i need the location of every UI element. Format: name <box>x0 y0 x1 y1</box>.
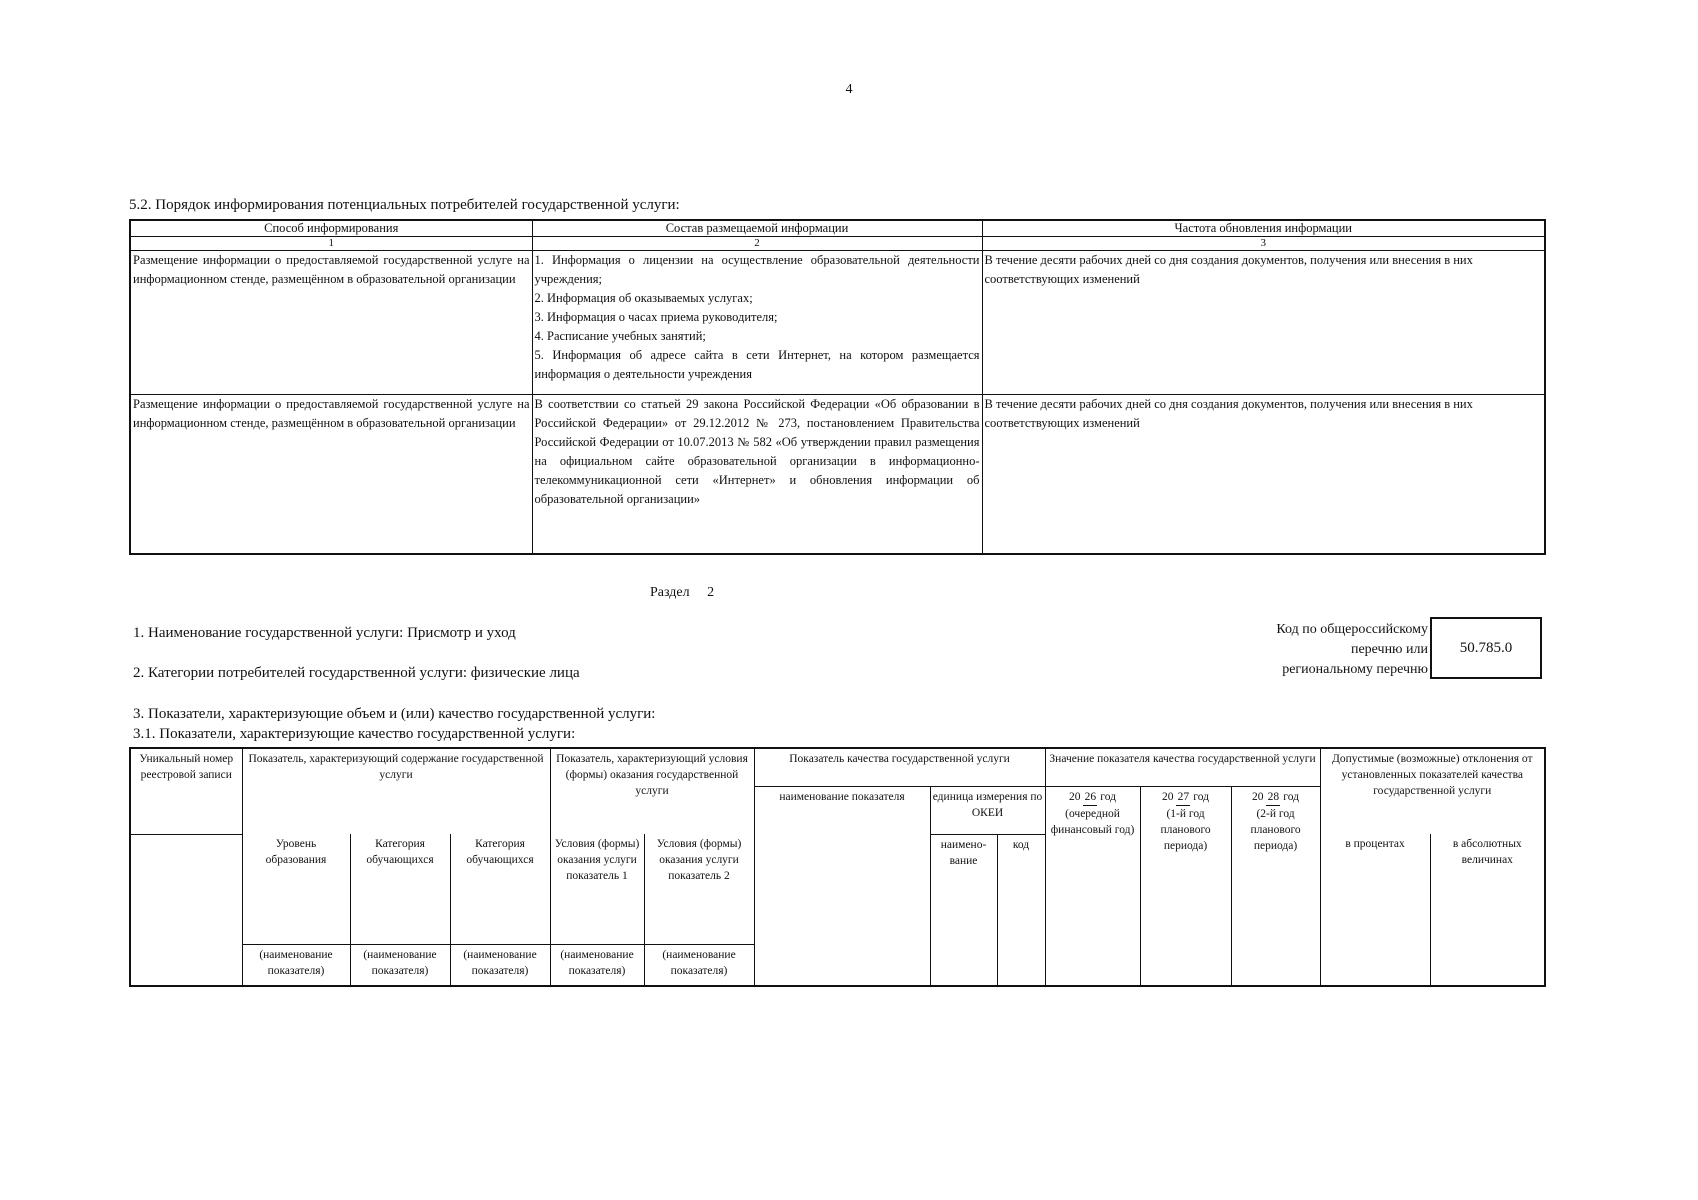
unit-name-header: наимено-вание <box>930 834 997 986</box>
sub-name-label: (наименование показателя) <box>363 948 437 977</box>
percent-header: в процентах <box>1320 834 1430 986</box>
year-prefix: 20 <box>1069 790 1081 803</box>
level-label: Уровень образования <box>265 838 327 866</box>
year-plan1-header <box>1140 786 1231 986</box>
col-number-2: 2 <box>532 237 982 251</box>
razdel-heading: Раздел 2 <box>650 585 715 600</box>
value-header: Значение показателя качества государственной услуги <box>1045 748 1320 786</box>
year-suffix: год <box>1283 790 1299 803</box>
code-label-line: Код по общероссийскому <box>1276 622 1428 637</box>
row1-content <box>532 251 982 395</box>
year-note: (2-й год планового периода) <box>1250 807 1301 852</box>
quality-indicators-table <box>129 747 1546 987</box>
sub-name-cell <box>550 944 644 986</box>
service-name: 1. Наименование государственной услуги: Присмотр и уход <box>133 625 516 641</box>
header-frequency: Частота обновления информации <box>982 220 1545 237</box>
row1-content-item: 2. Информация об оказываемых услугах; <box>534 291 753 305</box>
category1-label: Категория обучающихся <box>366 838 434 866</box>
category2-header <box>450 834 550 944</box>
informing-table <box>129 219 1546 555</box>
row1-content-item: 3. Информация о часах приема руководителя; <box>534 310 778 324</box>
sub-name-label: (наименование показателя) <box>560 948 634 977</box>
quality-title: 3.1. Показатели, характеризующие качество государственной услуги: <box>133 726 576 742</box>
year-plan2-header <box>1231 786 1320 986</box>
indicators-title: 3. Показатели, характеризующие объем и (или) качество государственной услуги: <box>133 706 656 722</box>
row1-content-item: 1. Информация о лицензии на осуществление образовательной деятельности учреждения; <box>534 253 980 286</box>
sub-name-label: (наименование показателя) <box>662 948 736 977</box>
unit-okei-header: единица измерения по ОКЕИ <box>930 786 1045 834</box>
year-digits: 27 <box>1176 789 1190 806</box>
sub-name-label: (наименование показателя) <box>463 948 537 977</box>
row1-content-item: 5. Информация об адресе сайта в сети Интернет, на котором размещается информация о деятельности учреждения <box>534 348 980 381</box>
year-suffix: год <box>1193 790 1209 803</box>
year-digits: 26 <box>1083 789 1097 806</box>
registry-code-label <box>1200 620 1428 680</box>
code-label-line: региональному перечню <box>1282 662 1428 677</box>
header-method: Способ информирования <box>130 220 532 237</box>
section-5-2-title: 5.2. Порядок информирования потенциальных потребителей государственной услуги: <box>129 197 680 213</box>
sub-name-cell <box>450 944 550 986</box>
unit-code-header: код <box>997 834 1045 986</box>
sub-name-label: (наименование показателя) <box>259 948 333 977</box>
year-prefix: 20 <box>1252 790 1264 803</box>
col-number-3: 3 <box>982 237 1545 251</box>
registry-code-box: 50.785.0 <box>1430 617 1542 679</box>
code-label-line: перечню или <box>1350 642 1428 657</box>
indicator-name-header: наименование показателя <box>754 786 930 986</box>
absolute-header: в абсолютных величинах <box>1430 834 1545 986</box>
condition2-label: Условия (формы) оказания услуги показатель 2 <box>656 838 742 882</box>
condition1-header <box>550 834 644 944</box>
condition1-label: Условия (формы) оказания услуги показатель 1 <box>554 838 640 882</box>
level-header <box>242 834 350 944</box>
page-number: 4 <box>845 82 853 97</box>
table-row <box>130 251 1545 395</box>
consumer-categories: 2. Категории потребителей государственной услуги: физические лица <box>133 665 580 681</box>
year-digits: 28 <box>1266 789 1280 806</box>
year-suffix: год <box>1100 790 1116 803</box>
conditions-indicator-header: Показатель, характеризующий условия (формы) оказания государственной услуги <box>550 748 754 834</box>
sub-name-cell <box>350 944 450 986</box>
unique-number-header: Уникальный номер реестровой записи <box>130 748 242 834</box>
quality-indicator-header: Показатель качества государственной услуги <box>754 748 1045 786</box>
deviation-header: Допустимые (возможные) отклонения от установленных показателей качества государственной услуги <box>1320 748 1545 834</box>
year-current-header <box>1045 786 1140 986</box>
col-number-1: 1 <box>130 237 532 251</box>
row2-method: Размещение информации о предоставляемой государственной услуге на информационном стенде, размещённом в образовательной организации <box>130 395 532 555</box>
year-prefix: 20 <box>1162 790 1174 803</box>
row2-frequency: В течение десяти рабочих дней со дня создания документов, получения или внесения в них соответствующих изменений <box>982 395 1545 555</box>
category1-header <box>350 834 450 944</box>
header-content: Состав размещаемой информации <box>532 220 982 237</box>
condition2-header <box>644 834 754 944</box>
content-indicator-header: Показатель, характеризующий содержание государственной услуги <box>242 748 550 834</box>
sub-name-cell <box>242 944 350 986</box>
category2-label: Категория обучающихся <box>466 838 534 866</box>
year-note: (очередной финансовый год) <box>1050 807 1135 836</box>
row1-method: Размещение информации о предоставляемой государственной услуге на информационном стенде, размещённом в образовательной организации <box>130 251 532 395</box>
unique-number-cell <box>130 834 242 986</box>
row1-content-item: 4. Расписание учебных занятий; <box>534 329 706 343</box>
table-row <box>130 395 1545 555</box>
row1-frequency: В течение десяти рабочих дней со дня создания документов, получения или внесения в них соответствующих изменений <box>982 251 1545 395</box>
year-note: (1-й год планового периода) <box>1160 807 1211 852</box>
sub-name-cell <box>644 944 754 986</box>
row2-content: В соответствии со статьей 29 закона Российской Федерации «Об образовании в Российской Федерации» от 29.12.2012 № 273, постановлением Правительства Российской Федерации от 10.07.2013 № 582 «Об утверждении правил размещения на официальном сайте образовательной организации в информационно-телекоммуникационной сети «Интернет» и обновления информации об образовательной организации» <box>532 395 982 555</box>
